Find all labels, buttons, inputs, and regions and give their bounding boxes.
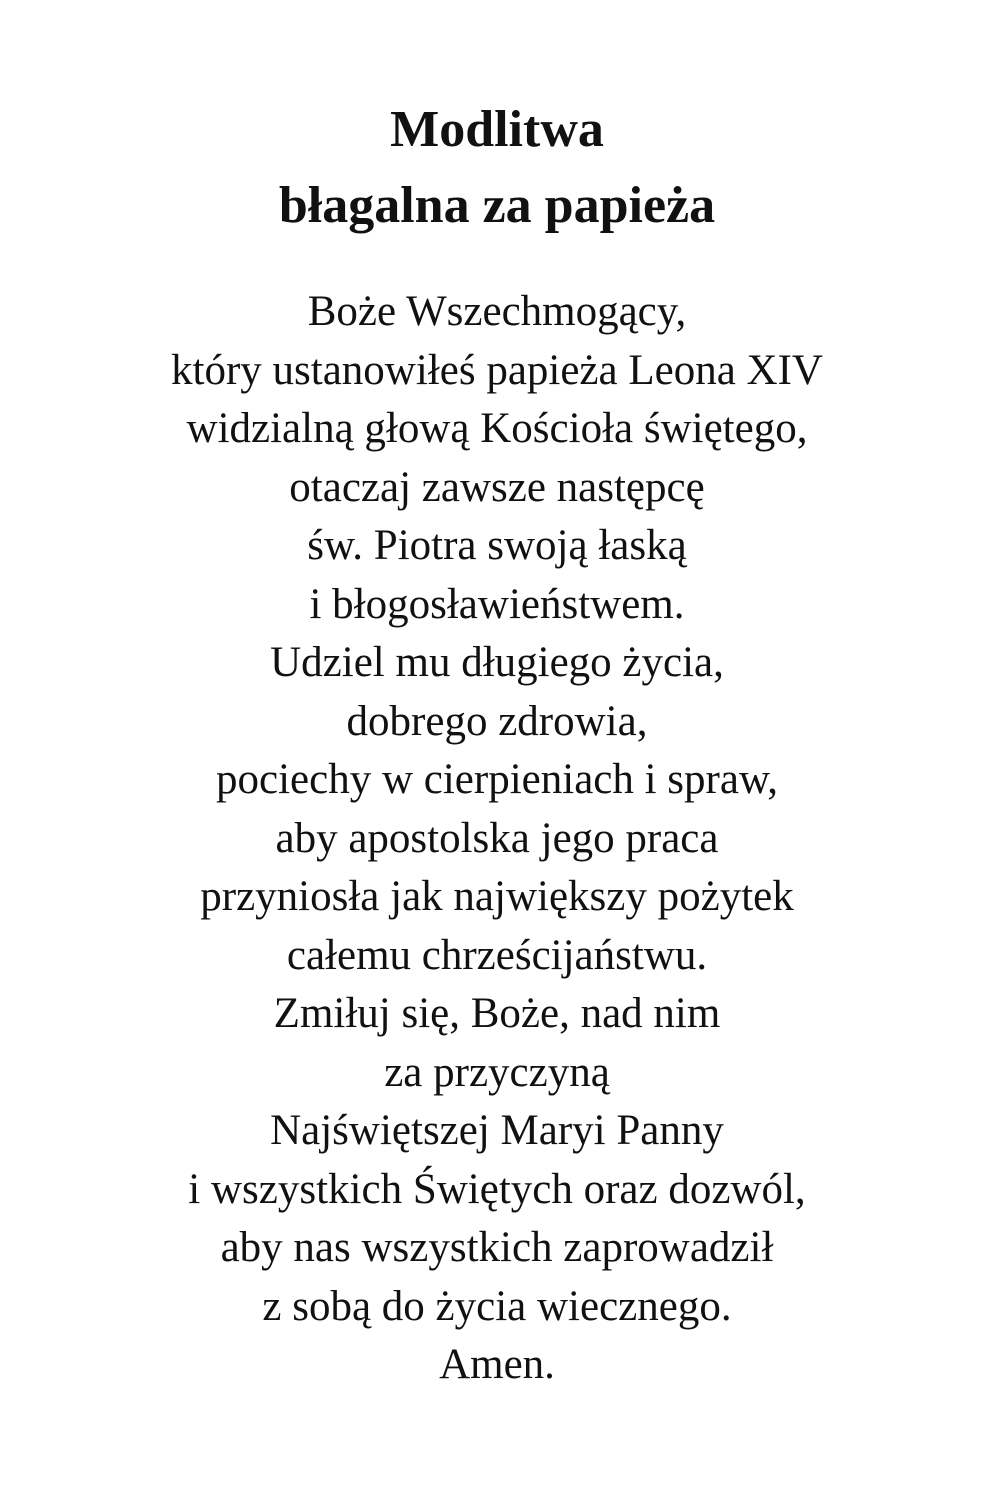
prayer-line: z sobą do życia wiecznego. xyxy=(262,1282,732,1330)
prayer-line: Udziel mu długiego życia, xyxy=(270,639,724,686)
prayer-line: widzialną głową Kościoła świętego, xyxy=(186,405,808,452)
prayer-line: za przyczyną xyxy=(384,1048,610,1096)
prayer-closing: Amen. xyxy=(439,1341,555,1388)
prayer-line: który ustanowiłeś papieża Leona XIV xyxy=(171,346,823,394)
prayer-line: dobrego zdrowia, xyxy=(346,697,648,745)
prayer-line: i błogosławieństwem. xyxy=(309,580,685,628)
prayer-line: Najświętszej Maryi Panny xyxy=(270,1107,724,1154)
title-line: błagalna za papieża xyxy=(278,177,716,234)
prayer-line: Zmiłuj się, Boże, nad nim xyxy=(273,990,721,1037)
prayer-line: Boże Wszechmogący, xyxy=(307,288,687,335)
title-line: Modlitwa xyxy=(390,101,604,158)
prayer-line: otaczaj zawsze następcę xyxy=(289,463,705,511)
prayer-line: aby nas wszystkich zaprowadził xyxy=(220,1224,774,1271)
prayer-text xyxy=(0,283,994,1395)
prayer-line: aby apostolska jego praca xyxy=(275,814,719,862)
prayer-title xyxy=(0,92,994,244)
prayer-line: św. Piotra swoją łaską xyxy=(307,522,687,569)
prayer-line: przyniosła jak największy pożytek xyxy=(200,873,794,920)
prayer-line: i wszystkich Świętych oraz dozwól, xyxy=(188,1165,806,1213)
prayer-line: pociechy w cierpieniach i spraw, xyxy=(216,756,778,803)
prayer-line: całemu chrześcijaństwu. xyxy=(286,931,708,979)
